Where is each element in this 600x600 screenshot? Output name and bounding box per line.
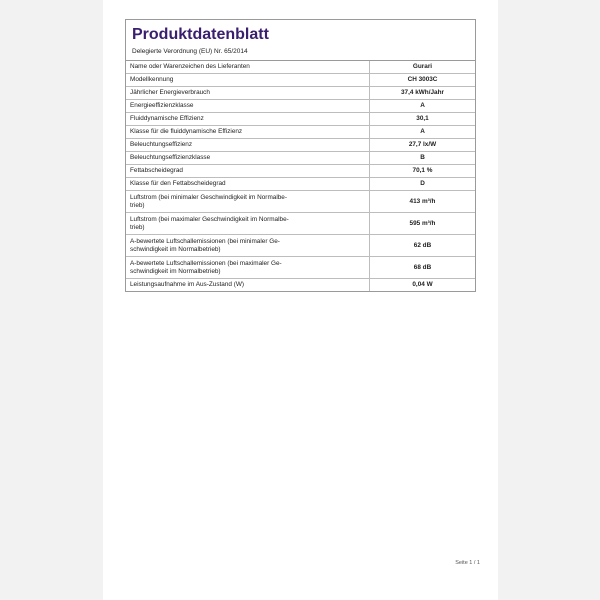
table-row [126, 191, 475, 213]
row-value: 37,4 kWh/Jahr [370, 87, 476, 100]
page-title: Produktdatenblatt [132, 26, 269, 43]
row-label: Jährlicher Energieverbrauch [126, 87, 370, 100]
product-data-table [126, 61, 475, 291]
page-number: Seite 1 / 1 [455, 560, 480, 566]
table-row [126, 126, 475, 139]
row-label: Modellkennung [126, 74, 370, 87]
title-block [126, 20, 475, 61]
row-value: Gurari [412, 63, 433, 70]
row-label: Leistungsaufnahme im Aus-Zustand (W) [126, 279, 370, 292]
document-page [103, 0, 498, 600]
row-label: Klasse für den Fettabscheidegrad [126, 178, 370, 191]
row-value: 62 dB [370, 235, 476, 257]
row-label: Klasse für die fluiddynamische Effizienz [126, 126, 370, 139]
row-label: Luftstrom (bei minimaler Geschwindigkeit im Normalbe- trieb) [126, 191, 370, 213]
product-data-sheet [125, 19, 476, 292]
row-value: A [370, 126, 476, 139]
row-label: Fettabscheidegrad [126, 165, 370, 178]
table-row [126, 100, 475, 113]
row-value: 68 dB [370, 257, 476, 279]
table-row [126, 213, 475, 235]
row-value: 27,7 lx/W [370, 139, 476, 152]
row-label: Beleuchtungseffizienzklasse [126, 152, 370, 165]
row-value: CH 3003C [370, 74, 476, 87]
table-row [126, 165, 475, 178]
row-label: Luftstrom (bei maximaler Geschwindigkeit im Normalbe- trieb) [126, 213, 370, 235]
row-value: B [370, 152, 476, 165]
table-row [126, 139, 475, 152]
table-row [126, 257, 475, 279]
row-value: 0,04 W [370, 279, 476, 292]
row-label: Beleuchtungseffizienz [126, 139, 370, 152]
table-row [126, 178, 475, 191]
table-row [126, 74, 475, 87]
regulation-subtitle: Delegierte Verordnung (EU) Nr. 65/2014 [132, 48, 248, 55]
row-label: A-bewertete Luftschallemissionen (bei maximaler Ge- schwindigkeit im Normalbetrieb) [126, 257, 370, 279]
row-value: A [370, 100, 476, 113]
row-value: D [370, 178, 476, 191]
table-row [126, 152, 475, 165]
row-label: A-bewertete Luftschallemissionen (bei minimaler Ge- schwindigkeit im Normalbetrieb) [126, 235, 370, 257]
table-row [126, 279, 475, 292]
row-label: Energieeffizienzklasse [126, 100, 370, 113]
row-label: Name oder Warenzeichen des Lieferanten [126, 61, 370, 74]
row-value: 595 m³/h [370, 213, 476, 235]
table-row [126, 235, 475, 257]
table-row [126, 113, 475, 126]
row-label: Fluiddynamische Effizienz [126, 113, 370, 126]
table-row [126, 61, 475, 74]
row-value: 70,1 % [370, 165, 476, 178]
row-value: 30,1 [370, 113, 476, 126]
row-value: 413 m³/h [370, 191, 476, 213]
table-row [126, 87, 475, 100]
